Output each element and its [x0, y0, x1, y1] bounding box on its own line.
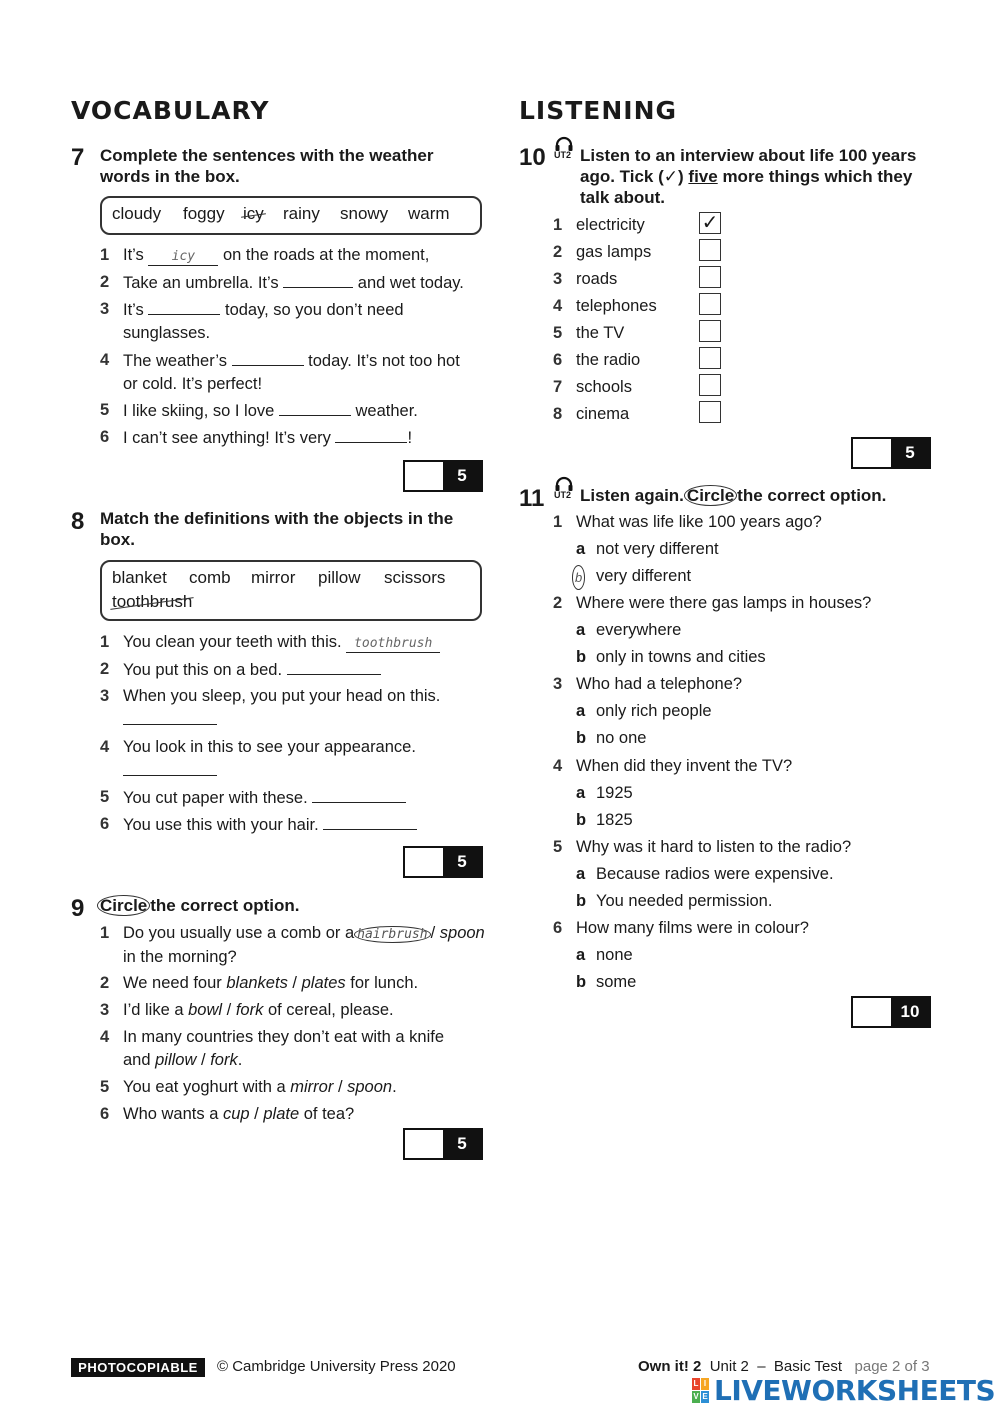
unit-label: Unit 2 [709, 1358, 749, 1375]
test-label: Basic Test [773, 1358, 842, 1375]
answer-field[interactable] [287, 658, 381, 675]
exercise-9-number: 9 [71, 895, 85, 922]
exercise-8-word-box [100, 560, 482, 621]
option[interactable]: pillow [155, 1051, 197, 1069]
listening-heading: LISTENING [519, 96, 678, 125]
exercise-10-instruction: Listen to an interview about life 100 years ago. Tick (✓) five more things which they talk about. [580, 146, 917, 207]
exercise-10-number: 10 [519, 144, 546, 171]
answer-field[interactable]: toothbrush [346, 636, 440, 653]
option[interactable]: cup [222, 1105, 250, 1123]
tick-box-checked[interactable]: ✓ [699, 212, 721, 234]
option[interactable]: fork [235, 1001, 264, 1019]
answer-field[interactable] [283, 271, 353, 288]
exercise-7-number: 7 [71, 144, 85, 171]
answer-field[interactable] [279, 399, 351, 416]
vocabulary-heading: VOCABULARY [71, 96, 270, 125]
answer-field[interactable] [123, 759, 217, 776]
word-box-item: rainy [283, 204, 320, 223]
exercise-7-instruction: Complete the sentences with the weather words in the box. [100, 146, 434, 186]
word-box-item-crossed: toothbrush [112, 592, 193, 611]
option[interactable]: blankets [226, 974, 288, 992]
option-hairbrush-circled[interactable]: hairbrush [354, 926, 430, 943]
exercise-8-score-box: 5 [403, 846, 483, 878]
exercise-11-instruction: Listen again. Circle the correct option. [580, 486, 887, 505]
word-box-item: warm [408, 204, 450, 223]
tick-box[interactable] [699, 266, 721, 288]
tick-box[interactable] [699, 347, 721, 369]
exercise-7-word-box [100, 196, 482, 235]
word-box-item-crossed: icy [243, 204, 264, 223]
word-box-item: comb [189, 568, 231, 587]
copyright-text: © Cambridge University Press 2020 [217, 1358, 456, 1375]
option[interactable]: spoon [347, 1078, 393, 1096]
tick-box[interactable] [699, 239, 721, 261]
option[interactable]: plate [263, 1105, 300, 1123]
word-box-item: mirror [251, 568, 296, 587]
option[interactable]: mirror [290, 1078, 334, 1096]
option-spoon[interactable]: spoon [439, 924, 485, 942]
exercise-9-score-box: 5 [403, 1128, 483, 1160]
tick-box[interactable] [699, 293, 721, 315]
tick-box[interactable] [699, 320, 721, 342]
answer-field[interactable] [312, 786, 406, 803]
answer-field[interactable]: icy [148, 249, 218, 266]
exercise-8-number: 8 [71, 508, 85, 535]
exercise-10-score-box: 5 [851, 437, 931, 469]
headphones-icon[interactable] [554, 476, 576, 502]
liveworksheets-logo-icon: L I V E [693, 1379, 708, 1401]
audio-track-label: UT2 [554, 150, 572, 160]
word-box-item: cloudy [112, 204, 162, 223]
exercise-9-instruction: Circle the correct option. [97, 895, 299, 916]
option[interactable]: bowl [188, 1001, 223, 1019]
course-title: Own it! 2 [638, 1358, 702, 1375]
word-box-item: foggy [183, 204, 225, 223]
page-number: page 2 of 3 [854, 1358, 930, 1375]
audio-track-label: UT2 [554, 490, 572, 500]
answer-field[interactable] [232, 349, 304, 366]
exercise-11-number: 11 [519, 485, 545, 512]
liveworksheets-brand[interactable]: LIVEWORKSHEETS [714, 1374, 996, 1407]
word-box-item: scissors [384, 568, 446, 587]
tick-box[interactable] [699, 374, 721, 396]
word-box-item: snowy [340, 204, 389, 223]
photocopiable-label: PHOTOCOPIABLE [71, 1358, 205, 1377]
word-box-item: blanket [112, 568, 167, 587]
tick-box[interactable] [699, 401, 721, 423]
answer-field[interactable] [123, 708, 217, 725]
exercise-7-score-box: 5 [403, 460, 483, 492]
option[interactable]: fork [210, 1051, 238, 1069]
answer-field[interactable] [335, 426, 407, 443]
exercise-11-score-box: 10 [851, 996, 931, 1028]
word-box-item: pillow [318, 568, 361, 587]
footer-course-info: Own it! 2 Unit 2 – Basic Test page 2 of 3 [638, 1358, 930, 1375]
answer-field[interactable] [323, 813, 417, 830]
answer-field[interactable] [148, 298, 220, 315]
exercise-8-instruction: Match the definitions with the objects in the box. [100, 509, 454, 549]
headphones-icon[interactable] [554, 136, 576, 162]
option[interactable]: plates [301, 974, 346, 992]
